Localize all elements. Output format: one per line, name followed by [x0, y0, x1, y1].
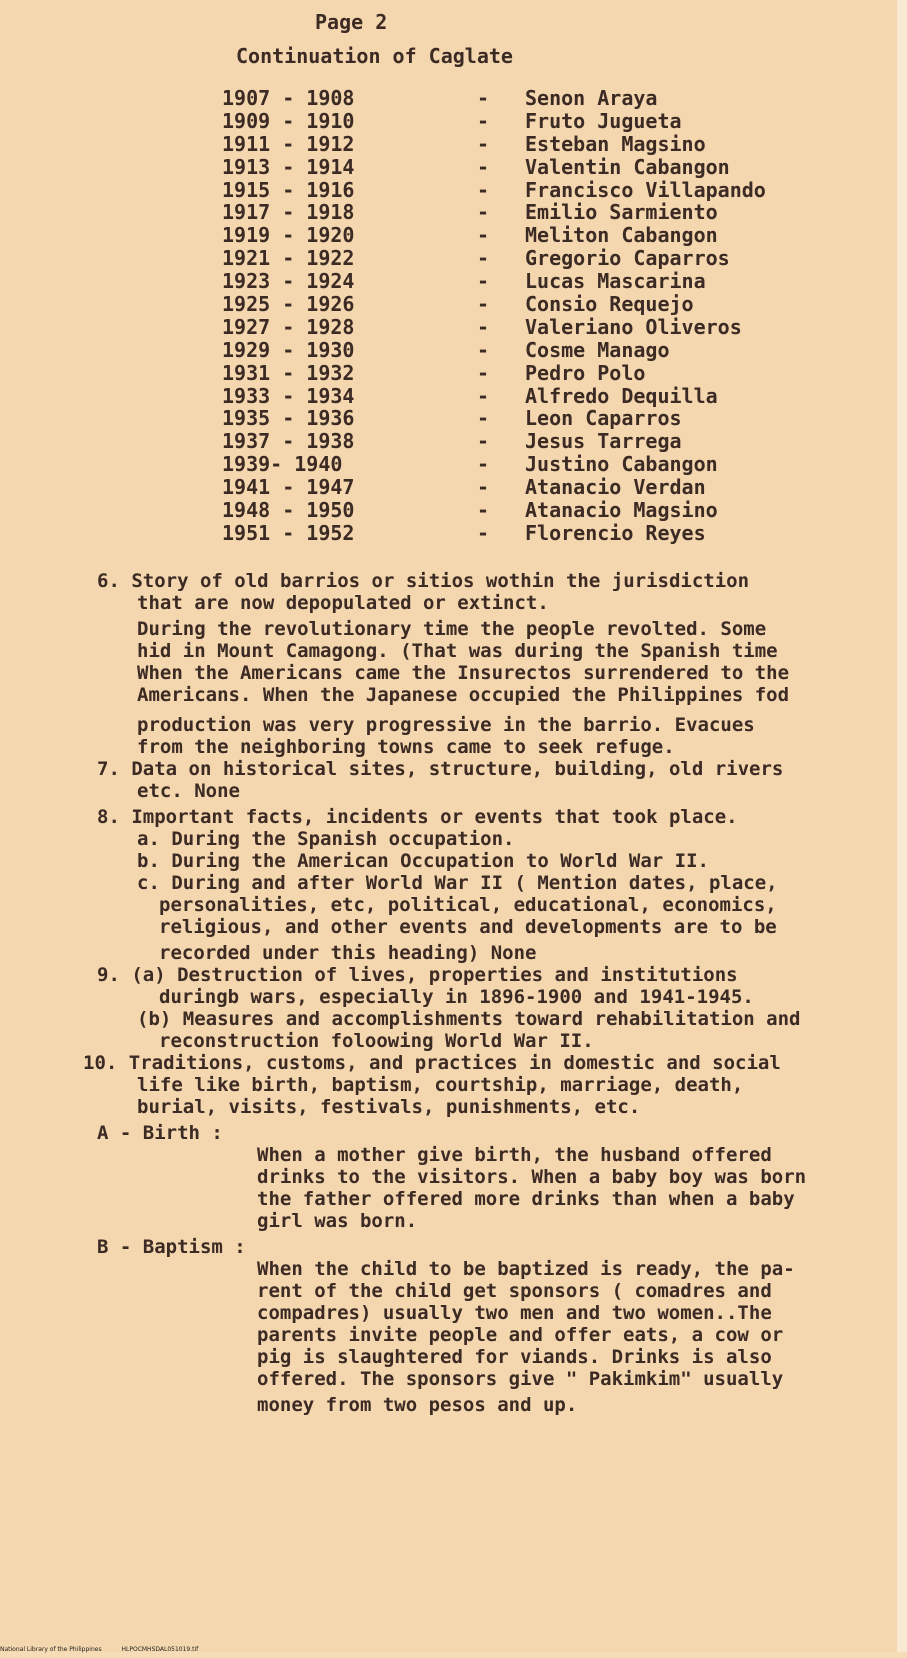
roster-name: Lucas Mascarina — [525, 269, 706, 294]
baptism-label: B - Baptism : — [97, 1236, 246, 1258]
section-6-line: Americans. When the Japanese occupied the Philippines fod — [137, 684, 790, 706]
roster-row — [222, 339, 862, 362]
roster-dash: - — [477, 498, 490, 523]
document-body — [83, 570, 897, 1416]
document-heading: Continuation of Caglate — [236, 44, 513, 68]
roster-row — [222, 499, 862, 522]
section-6-line: hid in Mount Camagong. (That was during the Spanish time — [137, 640, 778, 662]
section-8-title: 8. Important facts, incidents or events that took place. — [97, 806, 738, 828]
roster-years: 1951 - 1952 — [222, 520, 355, 545]
section-8-b: b. During the American Occupation to World War II. — [137, 850, 709, 872]
section-6-line: When the Americans came the Insurectos surrendered to the — [137, 662, 790, 684]
roster-row — [222, 293, 862, 316]
roster-name: Consio Requejo — [525, 292, 694, 317]
roster-name: Fruto Jugueta — [525, 108, 682, 133]
roster-dash: - — [477, 337, 490, 362]
section-10-line-2: life like birth, baptism, courtship, marriage, death, — [137, 1074, 744, 1096]
section-9-b-1: (b) Measures and accomplishments toward rehabilitation and — [137, 1008, 801, 1030]
baptism-line: pig is slaughtered for viands. Drinks is also — [257, 1346, 772, 1368]
section-10-line-3: burial, visits, festivals, punishments, etc. — [137, 1096, 641, 1118]
roster-dash: - — [477, 292, 490, 317]
section-6-line: During the revolutionary time the people revolted. Some — [137, 618, 767, 640]
roster-row — [222, 316, 862, 339]
section-9-a-1: 9. (a) Destruction of lives, properties and institutions — [97, 964, 738, 986]
roster-dash: - — [477, 452, 490, 477]
roster-row — [222, 362, 862, 385]
section-8-c-4: recorded under this heading) None — [159, 942, 537, 964]
roster-row — [222, 430, 862, 453]
roster-years: 1941 - 1947 — [222, 475, 355, 500]
section-6-title-2: that are now depopulated or extinct. — [137, 592, 549, 614]
roster-row — [222, 522, 862, 545]
officials-roster — [222, 87, 862, 545]
roster-dash: - — [477, 177, 490, 202]
roster-dash: - — [477, 200, 490, 225]
roster-row — [222, 110, 862, 133]
roster-years: 1937 - 1938 — [222, 429, 355, 454]
roster-dash: - — [477, 246, 490, 271]
roster-name: Atanacio Verdan — [525, 475, 706, 500]
roster-dash: - — [477, 269, 490, 294]
roster-row — [222, 385, 862, 408]
section-7-line-2: etc. None — [137, 780, 240, 802]
section-6-line: production was very progressive in the barrio. Evacues — [137, 714, 755, 736]
baptism-line: money from two pesos and up. — [257, 1394, 578, 1416]
section-8-a: a. During the Spanish occupation. — [137, 828, 515, 850]
library-credit: National Library of the Philippines — [0, 1646, 102, 1653]
roster-years: 1927 - 1928 — [222, 314, 355, 339]
roster-dash: - — [477, 360, 490, 385]
roster-dash: - — [477, 108, 490, 133]
roster-name: Pedro Polo — [525, 360, 646, 385]
birth-section — [97, 1122, 897, 1232]
birth-line: When a mother give birth, the husband offered — [257, 1144, 772, 1166]
roster-dash: - — [477, 314, 490, 339]
scan-footer — [0, 1646, 216, 1653]
roster-years: 1929 - 1930 — [222, 337, 355, 362]
roster-years: 1933 - 1934 — [222, 383, 355, 408]
roster-years: 1923 - 1924 — [222, 269, 355, 294]
section-9-a-2: duringb wars, especially in 1896-1900 and 1941-1945. — [159, 986, 754, 1008]
roster-dash: - — [477, 154, 490, 179]
roster-years: 1913 - 1914 — [222, 154, 355, 179]
roster-years: 1911 - 1912 — [222, 131, 355, 156]
roster-years: 1915 - 1916 — [222, 177, 355, 202]
roster-years: 1925 - 1926 — [222, 292, 355, 317]
roster-years: 1939- 1940 — [222, 452, 343, 477]
section-8-c-3: religious, and other events and developments are to be — [159, 916, 777, 938]
page-number: Page 2 — [315, 10, 388, 34]
roster-row — [222, 247, 862, 270]
roster-row — [222, 179, 862, 202]
section-10-line-1: 10. Traditions, customs, and practices in domestic and social — [83, 1052, 781, 1074]
roster-row — [222, 270, 862, 293]
birth-text — [97, 1144, 897, 1232]
birth-line: girl was born. — [257, 1210, 418, 1232]
roster-row — [222, 87, 862, 110]
roster-name: Cosme Manago — [525, 337, 670, 362]
roster-name: Justino Cabangon — [525, 452, 718, 477]
baptism-line: When the child to be baptized is ready, the pa- — [257, 1258, 795, 1280]
baptism-text — [97, 1258, 897, 1416]
roster-row — [222, 224, 862, 247]
roster-years: 1909 - 1910 — [222, 108, 355, 133]
roster-row — [222, 201, 862, 224]
roster-dash: - — [477, 223, 490, 248]
baptism-line: compadres) usually two men and two women..The — [257, 1302, 772, 1324]
roster-name: Meliton Cabangon — [525, 223, 718, 248]
roster-dash: - — [477, 475, 490, 500]
roster-name: Leon Caparros — [525, 406, 682, 431]
roster-name: Senon Araya — [525, 86, 658, 110]
file-name: HLPOCMHSDAL051019.tif — [121, 1646, 199, 1653]
roster-dash: - — [477, 86, 490, 110]
baptism-line: offered. The sponsors give " Pakimkim" usually — [257, 1368, 784, 1390]
roster-name: Atanacio Magsino — [525, 498, 718, 523]
section-6-text — [97, 618, 897, 758]
roster-name: Valentin Cabangon — [525, 154, 730, 179]
roster-name: Francisco Villapando — [525, 177, 766, 202]
section-9-b-2: reconstruction foloowing World War II. — [159, 1030, 594, 1052]
roster-years: 1948 - 1950 — [222, 498, 355, 523]
roster-name: Florencio Reyes — [525, 520, 706, 545]
section-8-c-2: personalities, etc, political, educational, economics, — [159, 894, 777, 916]
roster-name: Gregorio Caparros — [525, 246, 730, 271]
roster-years: 1917 - 1918 — [222, 200, 355, 225]
roster-row — [222, 476, 862, 499]
birth-label: A - Birth : — [97, 1122, 223, 1144]
roster-dash: - — [477, 406, 490, 431]
roster-dash: - — [477, 383, 490, 408]
roster-name: Valeriano Oliveros — [525, 314, 742, 339]
section-7-line-1: 7. Data on historical sites, structure, building, old rivers — [97, 758, 784, 780]
birth-line: drinks to the visitors. When a baby boy was born — [257, 1166, 807, 1188]
roster-row — [222, 156, 862, 179]
roster-years: 1931 - 1932 — [222, 360, 355, 385]
roster-name: Jesus Tarrega — [525, 429, 682, 454]
section-6-title-1: 6. Story of old barrios or sitios wothin the jurisdiction — [97, 570, 750, 592]
baptism-line: parents invite people and offer eats, a cow or — [257, 1324, 784, 1346]
roster-years: 1907 - 1908 — [222, 86, 355, 110]
roster-name: Emilio Sarmiento — [525, 200, 718, 225]
roster-years: 1919 - 1920 — [222, 223, 355, 248]
roster-row — [222, 453, 862, 476]
section-6-line: from the neighboring towns came to seek refuge. — [137, 736, 675, 758]
roster-dash: - — [477, 131, 490, 156]
roster-name: Esteban Magsino — [525, 131, 706, 156]
roster-years: 1935 - 1936 — [222, 406, 355, 431]
roster-row — [222, 133, 862, 156]
section-8-c-1: c. During and after World War II ( Mention dates, place, — [137, 872, 778, 894]
roster-name: Alfredo Dequilla — [525, 383, 718, 408]
roster-years: 1921 - 1922 — [222, 246, 355, 271]
roster-dash: - — [477, 520, 490, 545]
baptism-line: rent of the child get sponsors ( comadres and — [257, 1280, 772, 1302]
roster-dash: - — [477, 429, 490, 454]
birth-line: the father offered more drinks than when a baby — [257, 1188, 795, 1210]
baptism-section — [97, 1236, 897, 1416]
roster-row — [222, 407, 862, 430]
